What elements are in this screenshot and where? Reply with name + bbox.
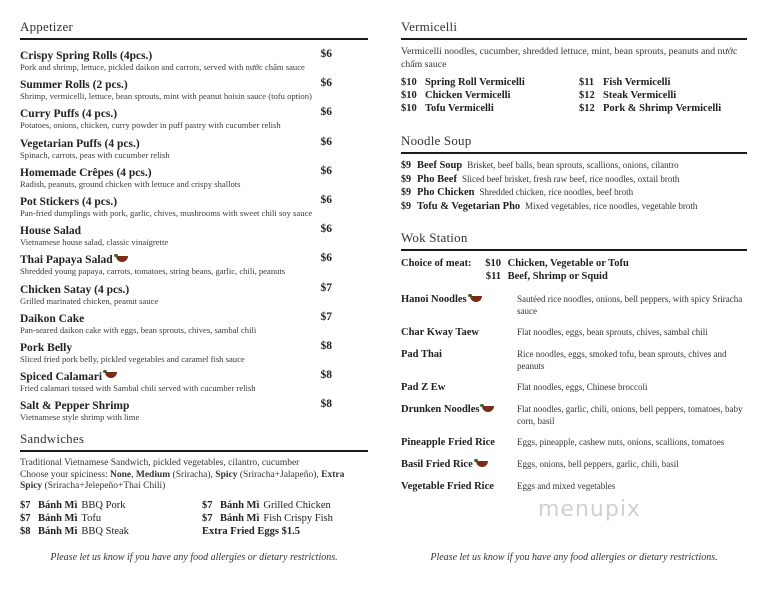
section-title-vermicelli: Vermicelli bbox=[401, 19, 747, 40]
meat-option-label: Beef, Shrimp or Squid bbox=[507, 271, 608, 282]
item-name: Daikon Cake bbox=[20, 312, 85, 325]
item-name-line bbox=[20, 106, 368, 121]
sandwich-variant: BBQ Pork bbox=[81, 499, 126, 511]
vermicelli-item bbox=[579, 76, 747, 89]
soup-description: Brisket, beef balls, bean sprouts, scallions, onions, cilantro bbox=[467, 160, 679, 170]
meat-option-label: Chicken, Vegetable or Tofu bbox=[507, 258, 629, 269]
menu-item bbox=[20, 282, 368, 311]
noodle-soup-section bbox=[401, 133, 747, 213]
wok-item-description: Eggs, pineapple, cashew nuts, onions, scallions, tomatoes bbox=[517, 437, 725, 447]
spice-level-detail: (Sriracha) bbox=[170, 469, 211, 480]
vermicelli-item bbox=[401, 102, 573, 115]
spiciness-label: Choose your spiciness: bbox=[20, 469, 110, 480]
soup-description: Shredded chicken, rice noodles, beef broth bbox=[479, 187, 634, 198]
sandwich-item bbox=[202, 499, 368, 512]
menu-item bbox=[20, 165, 368, 194]
item-name-line bbox=[20, 223, 368, 238]
item-name: Homemade Crêpes (4 pcs.) bbox=[20, 166, 152, 179]
item-description: Potatoes, onions, chicken, curry powder in puff pastry with cucumber relish bbox=[20, 120, 281, 131]
item-name: Curry Puffs (4 pcs.) bbox=[20, 108, 118, 121]
wok-item-name-cell bbox=[401, 349, 511, 382]
wok-list bbox=[401, 294, 747, 503]
wok-item-name-cell bbox=[401, 327, 511, 349]
vermicelli-name: Spring Roll Vermicelli bbox=[425, 77, 525, 88]
watermark: menupix bbox=[538, 497, 641, 522]
item-name-line bbox=[20, 398, 368, 413]
menu-item bbox=[20, 369, 368, 398]
menu-item bbox=[20, 48, 368, 77]
sandwich-item bbox=[202, 525, 368, 538]
item-description: Spinach, carrots, peas with cucumber relish bbox=[20, 149, 170, 160]
item-description: Shrimp, vermicelli, lettuce, bean sprouts, mint with peanut hoisin sauce (tofu option) bbox=[20, 91, 312, 102]
item-description: Pork and shrimp, lettuce, pickled daikon and carrots, served with nước chấm sauce bbox=[20, 62, 305, 72]
soup-name: Pho Beef bbox=[417, 173, 457, 185]
wok-item-description: Flat noodles, eggs, Chinese broccoli bbox=[517, 382, 648, 392]
appetizer-section bbox=[20, 19, 368, 427]
wok-item bbox=[401, 294, 747, 327]
item-name-line bbox=[20, 311, 368, 326]
item-description: Shredded young papaya, carrots, tomatoes, string beans, garlic, chili, peanuts bbox=[20, 266, 286, 277]
soup-price: $9 bbox=[401, 160, 411, 171]
item-name: Spiced Calamari bbox=[20, 371, 103, 384]
menu-item bbox=[20, 223, 368, 252]
noodle-soup-item bbox=[401, 200, 747, 214]
noodle-soup-item bbox=[401, 186, 747, 200]
sandwich-variant: Tofu bbox=[81, 512, 102, 524]
sandwich-price: $7 bbox=[202, 499, 213, 511]
soup-name: Pho Chicken bbox=[417, 187, 475, 199]
sandwich-item bbox=[202, 512, 368, 525]
sandwich-variant: Fish Crispy Fish bbox=[263, 512, 333, 524]
item-name-line bbox=[20, 194, 368, 209]
item-price: $6 bbox=[320, 135, 332, 148]
sandwich-list bbox=[20, 499, 368, 538]
sandwich-item bbox=[20, 512, 196, 525]
wok-item-name-cell bbox=[401, 294, 511, 327]
item-description: Fried calamari tossed with Sambal chili served with cucumber relish bbox=[20, 383, 256, 394]
soup-name: Beef Soup bbox=[417, 160, 463, 171]
appetizer-list bbox=[20, 48, 368, 427]
item-price: $6 bbox=[320, 48, 332, 60]
item-price: $6 bbox=[320, 193, 332, 206]
wok-item-name: Hanoi Noodles bbox=[401, 294, 467, 305]
sandwich-variant: Grilled Chicken bbox=[263, 499, 331, 511]
item-name: Chicken Satay (4 pcs.) bbox=[20, 283, 130, 296]
vermicelli-name: Steak Vermicelli bbox=[603, 90, 677, 101]
wok-item bbox=[401, 459, 747, 481]
menu-item bbox=[20, 136, 368, 165]
soup-description: Mixed vegetables, rice noodles, vegetable broth bbox=[525, 200, 698, 211]
soup-name: Tofu & Vegetarian Pho bbox=[417, 200, 521, 212]
item-price: $8 bbox=[320, 398, 332, 411]
spice-level-name: Spicy bbox=[215, 469, 238, 480]
allergy-note-right: Please let us know if you have any food allergies or dietary restrictions. bbox=[430, 552, 718, 563]
spice-level-name: Medium bbox=[135, 469, 171, 480]
item-price: $6 bbox=[320, 223, 332, 236]
item-price: $7 bbox=[320, 310, 332, 323]
vermicelli-list bbox=[401, 76, 747, 115]
vermicelli-item bbox=[579, 89, 747, 102]
sandwich-name: Bánh Mì bbox=[220, 499, 260, 511]
wok-item-name: Vegetable Fried Rice bbox=[401, 481, 494, 492]
chili-pepper-icon bbox=[105, 372, 117, 378]
sandwich-price: $7 bbox=[20, 499, 31, 511]
item-description: Pan-fried dumplings with pork, garlic, chives, mushrooms with sweet chili soy sauce bbox=[20, 207, 313, 218]
sandwich-name: Bánh Mì bbox=[38, 512, 78, 524]
chili-pepper-icon bbox=[470, 296, 482, 302]
allergy-note-left: Please let us know if you have any food allergies or dietary restrictions. bbox=[50, 552, 338, 563]
wok-item-name: Pineapple Fried Rice bbox=[401, 437, 495, 448]
meat-option-price: $10 bbox=[485, 258, 501, 269]
vermicelli-column-right bbox=[579, 76, 747, 115]
item-price: $7 bbox=[320, 281, 332, 294]
wok-item-description: Eggs and mixed vegetables bbox=[517, 481, 616, 491]
noodle-soup-item bbox=[401, 173, 747, 187]
item-name-line bbox=[20, 282, 368, 297]
wok-item-name-cell bbox=[401, 459, 511, 481]
spice-level-name: Extra Spicy bbox=[20, 469, 345, 491]
sandwich-price: $8 bbox=[20, 525, 31, 537]
soup-price: $9 bbox=[401, 200, 411, 212]
section-title-sandwiches: Sandwiches bbox=[20, 431, 368, 452]
meat-option bbox=[477, 257, 629, 270]
item-price: $6 bbox=[320, 77, 332, 90]
sandwich-price: $7 bbox=[20, 512, 31, 524]
soup-description: Sliced beef brisket, fresh raw beef, rice noodles, oxtail broth bbox=[461, 173, 680, 184]
sandwich-variant: BBQ Steak bbox=[81, 525, 129, 537]
vermicelli-name: Fish Vermicelli bbox=[603, 77, 671, 88]
spiciness-options: Choose your spiciness: None, Medium (Sriracha), Spicy (Sriracha+Jalapeño), Extra Spicy (Sriracha+Jelepeño+Thai Chili) bbox=[20, 469, 345, 491]
wok-item-name-cell bbox=[401, 437, 511, 459]
vermicelli-price: $11 bbox=[579, 77, 595, 88]
item-price: $6 bbox=[320, 164, 332, 177]
soup-price: $9 bbox=[401, 173, 411, 185]
sandwich-extra: Extra Fried Eggs $1.5 bbox=[202, 525, 300, 537]
vermicelli-price: $12 bbox=[579, 103, 595, 114]
item-name-line bbox=[20, 252, 368, 267]
item-description: Grilled marinated chicken, peanut sauce bbox=[20, 295, 159, 306]
wok-item-description: Flat noodles, eggs, bean sprouts, chives, sambal chili bbox=[517, 327, 708, 337]
vermicelli-desc: Vermicelli noodles, cucumber, shredded lettuce, mint, bean sprouts, peanuts and nước chấm sauce bbox=[401, 46, 738, 70]
wok-item bbox=[401, 349, 747, 382]
sandwiches-section bbox=[20, 431, 368, 538]
vermicelli-item bbox=[401, 76, 573, 89]
spice-level-detail: (Sriracha+Jelepeño+Thai Chili) bbox=[42, 481, 166, 491]
vermicelli-price: $12 bbox=[579, 90, 595, 101]
item-name-line bbox=[20, 136, 368, 151]
item-description: Sliced fried pork belly, pickled vegetables and caramel fish sauce bbox=[20, 353, 245, 364]
vermicelli-column-left bbox=[401, 76, 573, 115]
item-name-line bbox=[20, 165, 368, 180]
sandwich-price: $7 bbox=[202, 512, 213, 524]
wok-item bbox=[401, 327, 747, 349]
meat-choice-label: Choice of meat: bbox=[401, 258, 472, 269]
item-price: $6 bbox=[320, 252, 332, 265]
item-price: $8 bbox=[320, 339, 332, 352]
item-name: House Salad bbox=[20, 225, 82, 238]
sandwich-name: Bánh Mì bbox=[220, 512, 260, 524]
item-price: $6 bbox=[320, 106, 332, 119]
wok-item-name: Pad Z Ew bbox=[401, 382, 446, 393]
sandwich-column-right bbox=[202, 499, 368, 538]
sandwich-intro bbox=[20, 458, 368, 493]
menu-item bbox=[20, 77, 368, 106]
wok-item-name: Pad Thai bbox=[401, 349, 442, 360]
chili-pepper-icon bbox=[116, 256, 128, 262]
wok-item-description: Flat noodles, garlic, chili, onions, bell peppers, tomatoes, baby corn, basil bbox=[517, 404, 743, 426]
sandwich-item bbox=[20, 499, 196, 512]
section-title-appetizer: Appetizer bbox=[20, 19, 368, 40]
wok-item bbox=[401, 382, 747, 404]
vermicelli-item bbox=[579, 102, 747, 115]
wok-section bbox=[401, 230, 747, 503]
item-name-line bbox=[20, 77, 368, 92]
menu-item bbox=[20, 398, 368, 427]
item-description: Pan-seared daikon cake with eggs, bean sprouts, chives, sambal chili bbox=[20, 324, 257, 335]
menu-item bbox=[20, 311, 368, 340]
menu-item bbox=[20, 194, 368, 223]
item-name: Vegetarian Puffs (4 pcs.) bbox=[20, 137, 140, 150]
vermicelli-price: $10 bbox=[401, 77, 417, 88]
wok-item bbox=[401, 437, 747, 459]
spice-level-detail: (Sriracha+Jalapeño) bbox=[237, 469, 317, 480]
item-name: Thai Papaya Salad bbox=[20, 254, 113, 267]
wok-item-name: Char Kway Taew bbox=[401, 327, 479, 338]
soup-price: $9 bbox=[401, 187, 411, 199]
item-description: Radish, peanuts, ground chicken with lettuce and crispy shallots bbox=[20, 178, 241, 189]
vermicelli-name: Chicken Vermicelli bbox=[425, 90, 511, 101]
wok-item-name: Drunken Noodles bbox=[401, 404, 480, 415]
meat-option bbox=[477, 270, 629, 283]
noodle-soup-item bbox=[401, 159, 747, 173]
item-name-line bbox=[20, 340, 368, 355]
wok-item-name: Basil Fried Rice bbox=[401, 459, 473, 470]
wok-item-description: Rice noodles, eggs, smoked tofu, bean sprouts, chives and peanuts bbox=[517, 349, 727, 371]
menu-item bbox=[20, 106, 368, 135]
vermicelli-price: $10 bbox=[401, 103, 417, 114]
meat-choice bbox=[401, 257, 747, 285]
noodle-soup-list bbox=[401, 159, 747, 213]
spice-level-name: None bbox=[109, 469, 132, 480]
section-title-noodle-soup: Noodle Soup bbox=[401, 133, 747, 154]
meat-option-price: $11 bbox=[485, 271, 501, 282]
item-description: Vietnamese style shrimp with lime bbox=[20, 412, 140, 423]
wok-item-name-cell bbox=[401, 382, 511, 404]
menu-item bbox=[20, 340, 368, 369]
sandwich-column-left bbox=[20, 499, 196, 538]
item-name-line bbox=[20, 48, 368, 63]
sandwich-name: Bánh Mì bbox=[38, 499, 78, 511]
sandwich-item bbox=[20, 525, 196, 538]
vermicelli-item bbox=[401, 89, 573, 102]
item-description: Vietnamese house salad, classic vinaigrette bbox=[20, 237, 169, 248]
item-name: Salt & Pepper Shrimp bbox=[20, 400, 130, 413]
chili-pepper-icon bbox=[482, 406, 494, 412]
wok-item bbox=[401, 404, 747, 437]
menu-item bbox=[20, 252, 368, 281]
sandwich-name: Bánh Mì bbox=[38, 525, 78, 537]
wok-item-name-cell bbox=[401, 404, 511, 437]
item-price: $8 bbox=[320, 369, 332, 382]
chili-pepper-icon bbox=[476, 461, 488, 467]
vermicelli-name: Tofu Vermicelli bbox=[425, 103, 494, 114]
item-name: Pot Stickers (4 pcs.) bbox=[20, 195, 118, 208]
item-name-line bbox=[20, 369, 368, 384]
vermicelli-price: $10 bbox=[401, 90, 417, 101]
section-title-wok-station: Wok Station bbox=[401, 230, 747, 251]
item-name: Summer Rolls (2 pcs.) bbox=[20, 79, 128, 92]
wok-item-description: Eggs, onions, bell peppers, garlic, chili, basil bbox=[517, 459, 679, 469]
sandwich-intro-text: Traditional Vietnamese Sandwich, pickled vegetables, cilantro, cucumber bbox=[20, 458, 300, 468]
vermicelli-name: Pork & Shrimp Vermicelli bbox=[603, 103, 722, 114]
vermicelli-section bbox=[401, 19, 747, 115]
item-name: Crispy Spring Rolls (4pcs.) bbox=[20, 50, 153, 62]
wok-item-description: Sautéed rice noodles, onions, bell peppers, with spicy Sriracha sauce bbox=[517, 294, 743, 316]
item-name: Pork Belly bbox=[20, 341, 73, 354]
wok-item-name-cell bbox=[401, 481, 511, 503]
